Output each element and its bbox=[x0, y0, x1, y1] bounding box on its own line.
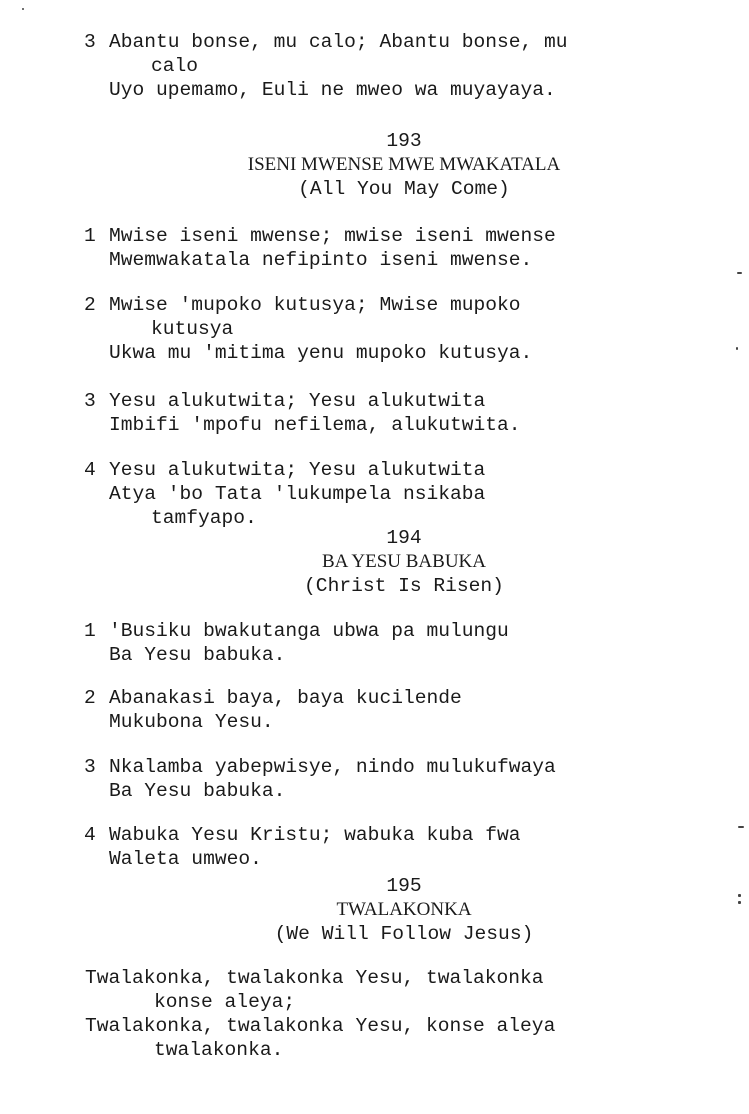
hymn-194-verse-3 bbox=[84, 755, 724, 803]
hymn-number: 193 bbox=[386, 130, 422, 152]
verse-number: 4 bbox=[84, 459, 96, 481]
hymn-194-heading bbox=[84, 526, 724, 598]
verse-number: 1 bbox=[84, 225, 96, 247]
chorus-line-wrap: twalakonka. bbox=[154, 1039, 284, 1061]
hymn-number: 195 bbox=[386, 875, 422, 897]
hymn-193-heading bbox=[84, 129, 724, 201]
hymn-193-verse-4 bbox=[84, 458, 724, 530]
hymn-195-heading bbox=[84, 874, 724, 946]
verse-line: Mwise 'mupoko kutusya; Mwise mupoko bbox=[109, 294, 521, 316]
verse-number: 1 bbox=[84, 620, 96, 642]
scan-speck bbox=[737, 272, 742, 274]
verse-line: Yesu alukutwita; Yesu alukutwita bbox=[109, 390, 486, 412]
verse-line: Ba Yesu babuka. bbox=[109, 780, 286, 802]
verse-line: Mwemwakatala nefipinto iseni mwense. bbox=[109, 249, 533, 271]
scan-speck bbox=[738, 826, 744, 828]
verse-number: 2 bbox=[84, 294, 96, 316]
scan-speck bbox=[22, 8, 24, 10]
hymn-subtitle: (All You May Come) bbox=[298, 178, 510, 200]
verse-line: Atya 'bo Tata 'lukumpela nsikaba bbox=[109, 483, 486, 505]
verse-number: 3 bbox=[84, 756, 96, 778]
verse-line: Uyo upemamo, Euli ne mweo wa muyayaya. bbox=[109, 79, 556, 101]
verse-line: Abantu bonse, mu calo; Abantu bonse, mu bbox=[109, 31, 568, 53]
verse-line: Ba Yesu babuka. bbox=[109, 644, 286, 666]
hymn-193-verse-2 bbox=[84, 293, 724, 365]
hymn-subtitle: (Christ Is Risen) bbox=[304, 575, 504, 597]
verse-line-wrap: tamfyapo. bbox=[151, 507, 257, 529]
verse-number: 3 bbox=[84, 390, 96, 412]
verse-line: Wabuka Yesu Kristu; wabuka kuba fwa bbox=[109, 824, 521, 846]
verse-line: Yesu alukutwita; Yesu alukutwita bbox=[109, 459, 486, 481]
hymn-194-verse-4 bbox=[84, 823, 724, 871]
verse-line: Nkalamba yabepwisye, nindo mulukufwaya bbox=[109, 756, 556, 778]
hymn-193-verse-3 bbox=[84, 389, 724, 437]
verse-line: Mwise iseni mwense; mwise iseni mwense bbox=[109, 225, 556, 247]
verse-line: Ukwa mu 'mitima yenu mupoko kutusya. bbox=[109, 342, 533, 364]
hymn-194-verse-2 bbox=[84, 686, 724, 734]
verse-number: 2 bbox=[84, 687, 96, 709]
hymn-195-chorus bbox=[85, 966, 725, 1062]
verse-number: 4 bbox=[84, 824, 96, 846]
hymn-194-verse-1 bbox=[84, 619, 724, 667]
verse-line: Imbifi 'mpofu nefilema, alukutwita. bbox=[109, 414, 521, 436]
chorus-line: Twalakonka, twalakonka Yesu, konse aleya bbox=[85, 1015, 556, 1037]
hymn-title: BA YESU BABUKA bbox=[322, 551, 486, 572]
verse-number: 3 bbox=[84, 31, 96, 53]
hymn-number: 194 bbox=[386, 527, 422, 549]
scan-speck bbox=[738, 894, 741, 897]
verse-previous-hymn-3 bbox=[84, 30, 724, 102]
verse-line: Abanakasi baya, baya kucilende bbox=[109, 687, 462, 709]
hymn-193-verse-1 bbox=[84, 224, 724, 272]
hymn-subtitle: (We Will Follow Jesus) bbox=[274, 923, 534, 945]
verse-line: 'Busiku bwakutanga ubwa pa mulungu bbox=[109, 620, 509, 642]
verse-line: Waleta umweo. bbox=[109, 848, 262, 870]
chorus-line: Twalakonka, twalakonka Yesu, twalakonka bbox=[85, 967, 544, 989]
verse-line: Mukubona Yesu. bbox=[109, 711, 274, 733]
scan-speck bbox=[738, 901, 741, 904]
chorus-line-wrap: konse aleya; bbox=[154, 991, 296, 1013]
verse-line-wrap: kutusya bbox=[151, 318, 234, 340]
hymn-title: ISENI MWENSE MWE MWAKATALA bbox=[247, 154, 561, 175]
hymn-title: TWALAKONKA bbox=[336, 899, 472, 920]
verse-line-wrap: calo bbox=[151, 55, 199, 77]
scan-speck bbox=[736, 347, 738, 350]
